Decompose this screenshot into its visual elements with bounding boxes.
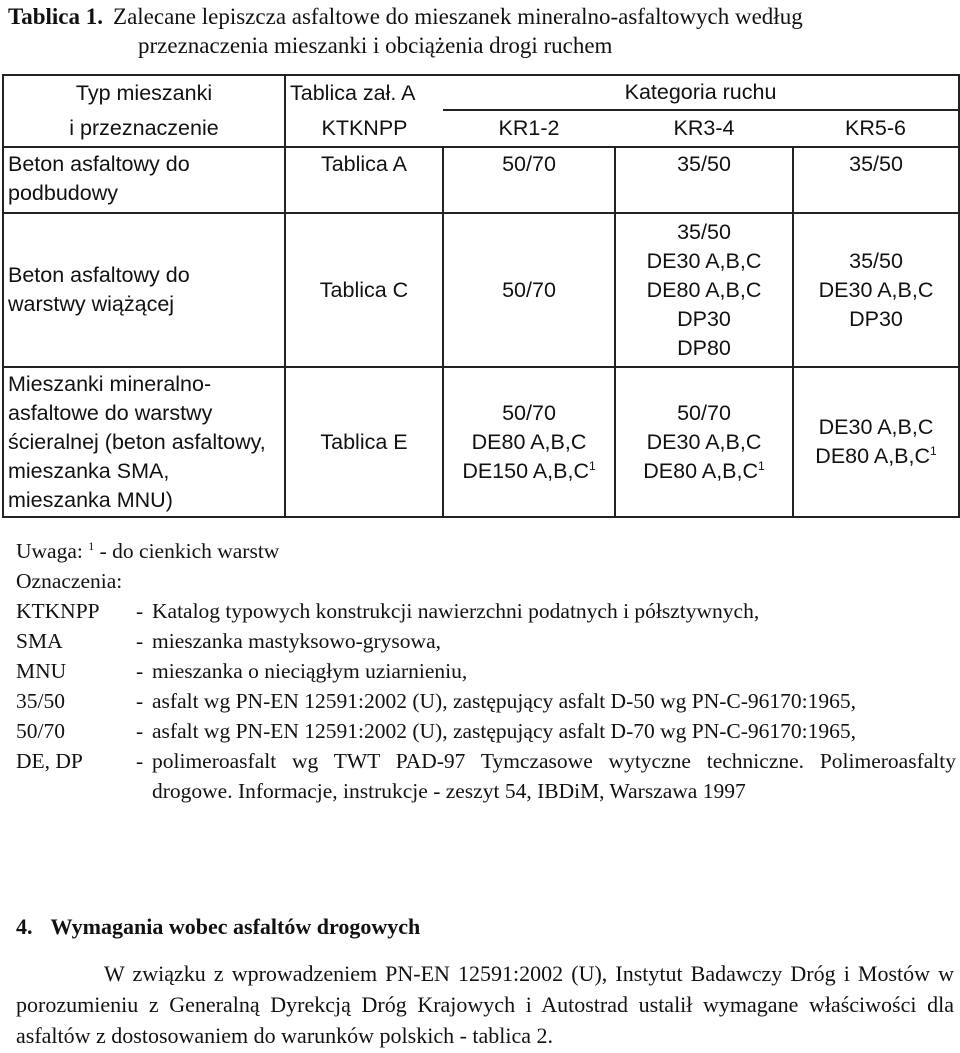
- body-paragraph: W związku z wprowadzeniem PN-EN 12591:2002 (U), Instytut Badawczy Dróg i Mostów w porozumieniu z Generalną Dyrekcją Dróg Krajowych i Autostrad ustalił wymagane właściwości dla asfaltów z dostosowaniem do warunków polskich - tablica 2.: [16, 961, 954, 1048]
- list-item: 50/70 - asfalt wg PN-EN 12591:2002 (U), zastępujący asfalt D-70 wg PN-C-96170:1965,: [16, 719, 856, 743]
- row-kr3-4: 35/50: [615, 147, 793, 213]
- row-kr1-2: 50/70: [443, 147, 615, 213]
- caption-line-1: Zalecane lepiszcza asfaltowe do mieszanek mineralno-asfaltowych według: [113, 4, 803, 29]
- header-kr5-6: KR5-6: [793, 110, 959, 147]
- table-row: [3, 367, 959, 517]
- notes-section: [16, 536, 956, 806]
- row-tablica: Tablica C: [285, 213, 443, 367]
- header-kr3-4: KR3-4: [615, 110, 793, 147]
- section-number: 4.: [16, 914, 33, 939]
- row-tablica: Tablica E: [285, 367, 443, 517]
- list-item: MNU - mieszanka o nieciągłym uziarnieniu,: [16, 659, 468, 683]
- list-item: 35/50 - asfalt wg PN-EN 12591:2002 (U), zastępujący asfalt D-50 wg PN-C-96170:1965,: [16, 689, 856, 713]
- header-tablica-zal: Tablica zał. A: [285, 75, 443, 110]
- footnote-mark: 1: [758, 458, 765, 473]
- row-kr3-4: 50/70 DE30 A,B,C DE80 $A,B,C^1$: [615, 367, 793, 517]
- caption-line-2: przeznaczenia mieszanki i obciążenia drogi ruchem: [138, 33, 613, 58]
- table-row: [3, 147, 959, 213]
- row-type: Beton asfaltowy do podbudowy: [3, 147, 285, 213]
- row-kr5-6: DE30 A,B,C DE80 $A,B,C^1$: [793, 367, 959, 517]
- header-type: Typ mieszanki: [3, 75, 285, 110]
- row-kr5-6: 35/50: [793, 147, 959, 213]
- row-tablica: Tablica A: [285, 147, 443, 213]
- caption-number: Tablica 1.: [8, 4, 104, 29]
- list-item: DE, DP - polimeroasfalt wg TWT PAD-97 Tymczasowe wytyczne techniczne. Polimeroasfalty drogowe. Informacje, instrukcje - zeszyt 54, IBDiM, Warszawa 1997: [16, 749, 956, 803]
- footnote-mark: 1: [589, 458, 596, 473]
- header-ktknpp: KTKNPP: [285, 110, 443, 147]
- oznaczenia-label: Oznaczenia:: [16, 569, 123, 593]
- section-title: Wymagania wobec asfaltów drogowych: [50, 914, 421, 939]
- header-przeznaczenie: i przeznaczenie: [3, 110, 285, 147]
- table-row: [3, 213, 959, 367]
- row-type: Beton asfaltowy do warstwy wiążącej: [3, 213, 285, 367]
- header-kategoria-ruchu: Kategoria ruchu: [443, 75, 959, 110]
- row-kr1-2: 50/70: [443, 213, 615, 367]
- footnote-uwaga: Uwaga: $^1$ - do cienkich warstw: [16, 538, 280, 563]
- header-kr1-2: KR1-2: [443, 110, 615, 147]
- footnote-mark: 1: [930, 443, 937, 458]
- row-kr5-6: 35/50 DE30 A,B,C DP30: [793, 213, 959, 367]
- table-caption: [8, 2, 958, 60]
- list-item: SMA - mieszanka mastyksowo-grysowa,: [16, 629, 441, 653]
- list-item: KTKNPP - Katalog typowych konstrukcji nawierzchni podatnych i półsztywnych,: [16, 599, 760, 623]
- section-heading: [16, 914, 420, 940]
- row-kr1-2: 50/70 DE80 A,B,C DE150 $A,B,C^1$: [443, 367, 615, 517]
- row-kr3-4: 35/50 DE30 A,B,C DE80 A,B,C DP30 DP80: [615, 213, 793, 367]
- row-type: Mieszanki mineralno- asfaltowe do warstwy ścieralnej (beton asfaltowy, mieszanka SMA, mieszanka MNU): [3, 367, 285, 517]
- binder-table: [2, 74, 960, 518]
